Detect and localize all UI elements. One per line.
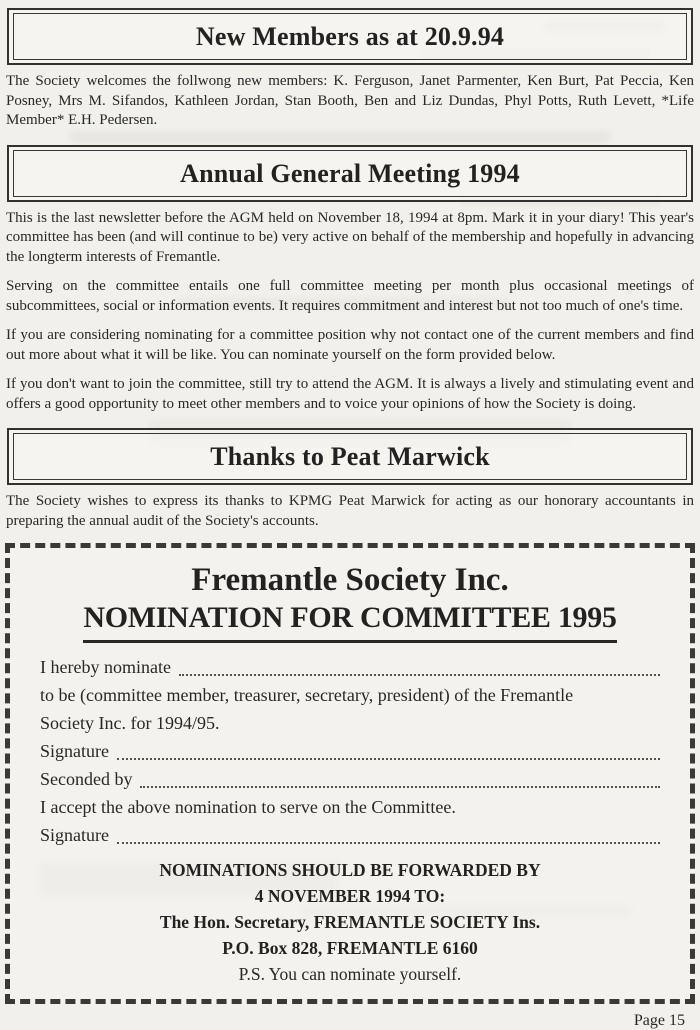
form-field-seconded-by	[40, 765, 660, 793]
nominate-label: I hereby nominate	[40, 657, 171, 677]
form-title: NOMINATION FOR COMMITTEE 1995	[83, 600, 616, 643]
paragraph-new-members: The Society welcomes the follwong new members: K. Ferguson, Janet Parmenter, Ken Burt, Pat Peccia, Ken Posney, Mrs M. Sifandos, Kathleen Jordan, Stan Booth, Ben and Liz Dundas, Phyl Potts, Ruth Levett, *Life Member* E.H. Pedersen.	[6, 73, 694, 128]
section-title-peat-marwick: Thanks to Peat Marwick	[210, 442, 490, 471]
form-accept-line: I accept the above nomination to serve on the Committee.	[40, 797, 456, 817]
dotted-line	[117, 842, 660, 844]
form-field-signature-2	[40, 821, 660, 849]
section-header-box-new-members	[7, 8, 693, 65]
form-org-title: Fremantle Society Inc.	[191, 562, 509, 598]
paragraph-agm-3: If you are considering nominating for a committee position why not contact one of the current members and find out more about what it will be like. You can nominate yourself on the form provided below.	[6, 327, 694, 363]
seconded-by-label: Seconded by	[40, 769, 133, 789]
form-position-line-2: Society Inc. for 1994/95.	[40, 713, 220, 733]
forwarding-line-1: NOMINATIONS SHOULD BE FORWARDED BY	[159, 860, 541, 880]
paragraph-peat-marwick: The Society wishes to express its thanks to KPMG Peat Marwick for acting as our honorary accountants in preparing the annual audit of the Society's accounts.	[6, 493, 694, 529]
paragraph-agm-2: Serving on the committee entails one full committee meeting per month plus occasional meetings of subcommittees, social or information events. It requires commitment and interest but not too much of one's time.	[6, 278, 694, 314]
dotted-line	[179, 674, 660, 676]
form-position-line-1: to be (committee member, treasurer, secretary, president) of the Fremantle	[40, 685, 574, 705]
section-title-new-members: New Members as at 20.9.94	[195, 22, 505, 51]
section-header-box-agm	[7, 145, 693, 202]
section-header-box-peat-marwick	[7, 428, 693, 485]
ps-line: P.S. You can nominate yourself.	[238, 964, 462, 984]
dotted-line	[140, 786, 660, 788]
nomination-form	[5, 543, 695, 1004]
page-number: Page 15	[633, 1012, 685, 1029]
paragraph-agm-4: If you don't want to join the committee, still try to attend the AGM. It is always a lively and stimulating event and offers a good opportunity to meet other members and to voice your opinions of how the Society is doing.	[6, 376, 694, 412]
form-field-signature	[40, 737, 660, 765]
paragraph-agm-1: This is the last newsletter before the AGM held on November 18, 1994 at 8pm. Mark it in your diary! This year's committee has been (and will continue to be) very active on behalf of the membership and hopefully in advancing the longterm interests of Fremantle.	[6, 209, 694, 265]
signature-label: Signature	[40, 741, 109, 761]
forwarding-instructions	[40, 857, 660, 987]
form-field-nominate	[40, 653, 660, 681]
forwarding-line-2: 4 NOVEMBER 1994 TO:	[254, 886, 446, 906]
forwarding-line-3: The Hon. Secretary, FREMANTLE SOCIETY Ins.	[159, 912, 541, 932]
forwarding-line-4: P.O. Box 828, FREMANTLE 6160	[222, 938, 478, 958]
signature-label: Signature	[40, 825, 109, 845]
dotted-line	[117, 758, 660, 760]
section-title-agm: Annual General Meeting 1994	[180, 158, 520, 188]
